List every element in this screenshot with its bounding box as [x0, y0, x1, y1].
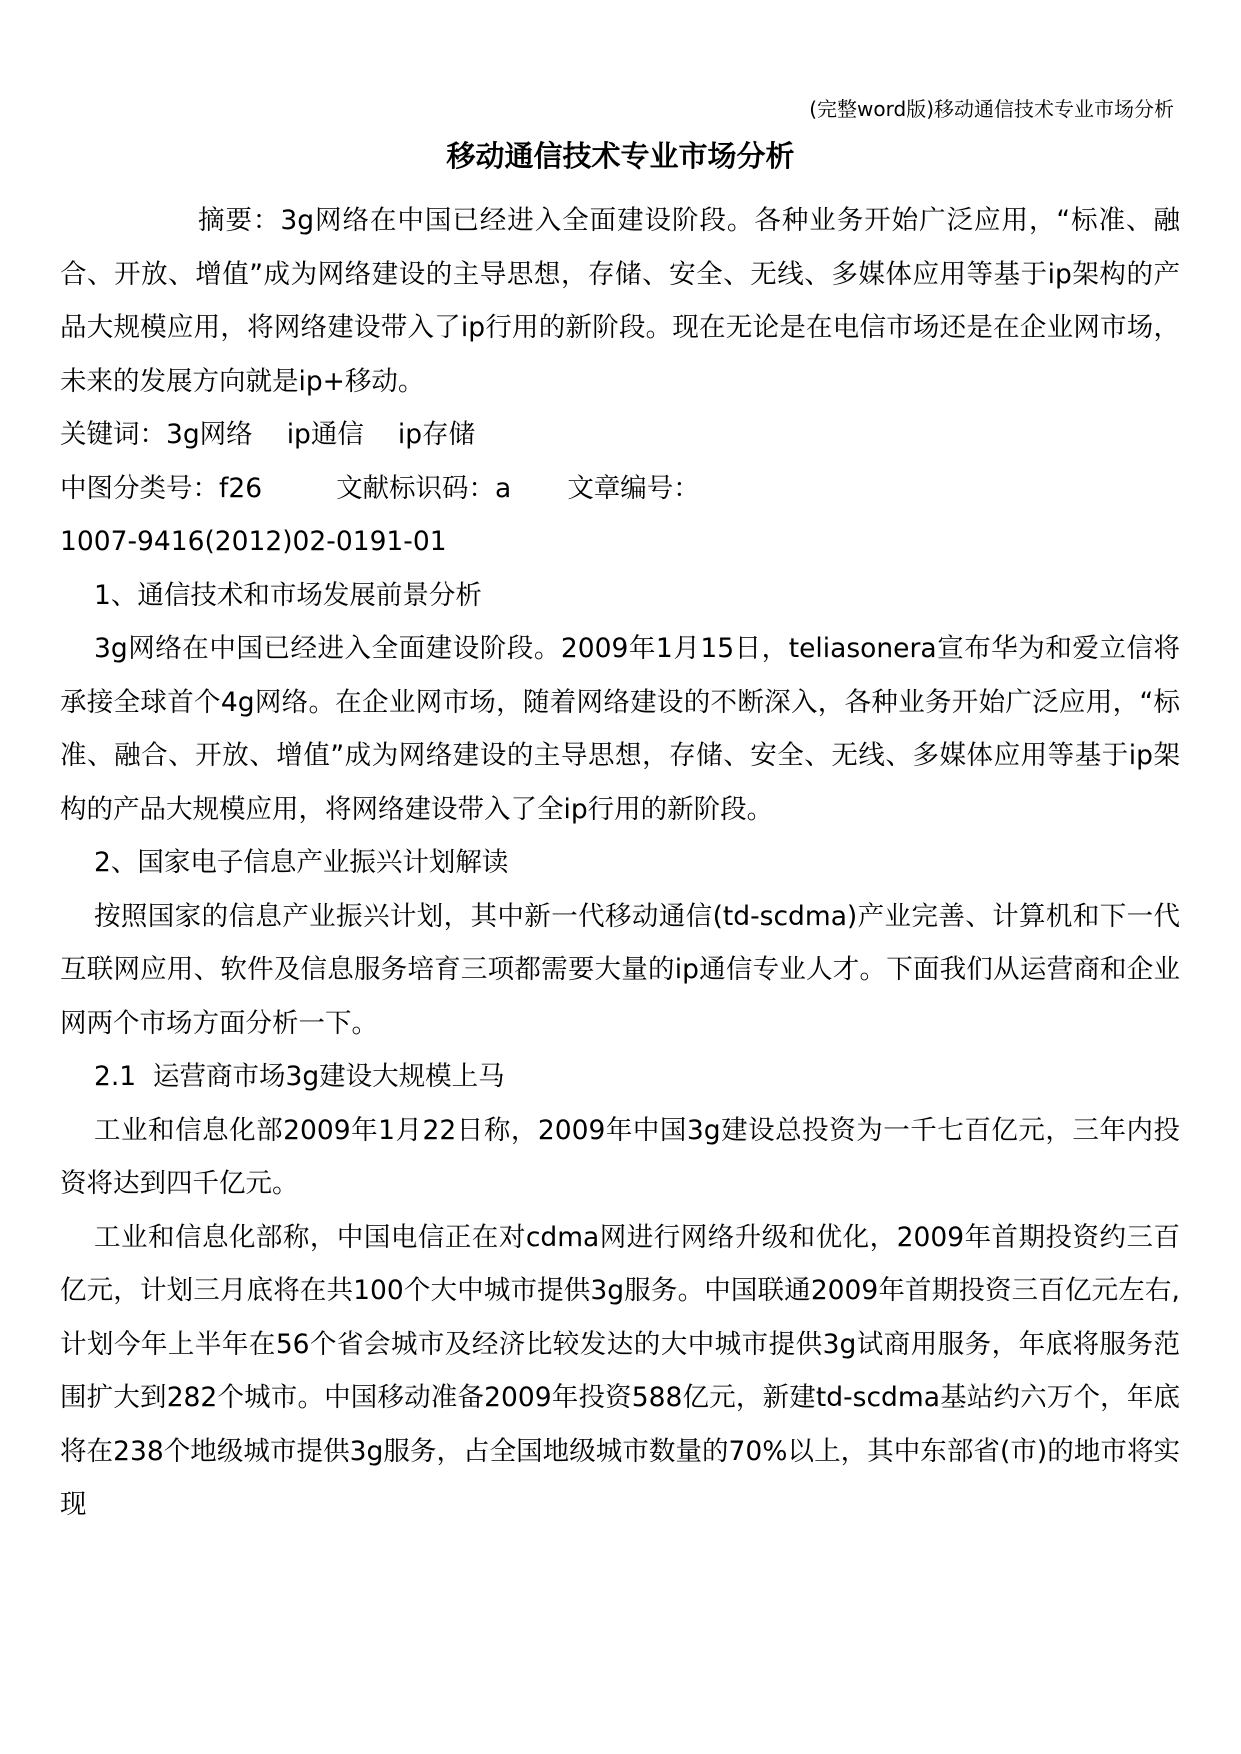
- keyword-item: ip通信: [286, 419, 364, 450]
- running-header: (完整word版)移动通信技术专业市场分析: [809, 97, 1174, 121]
- keyword-item: ip存储: [397, 419, 476, 450]
- page-title: 移动通信技术专业市场分析: [446, 139, 795, 173]
- article-number-label: 文章编号：: [567, 472, 700, 504]
- document-body: [60, 194, 1180, 1532]
- article-number: 1007-9416(2012)02-0191-01: [60, 526, 447, 557]
- section-heading: 1、通信技术和市场发展前景分析: [94, 579, 482, 611]
- classification-line: [60, 462, 1180, 516]
- body-paragraph: 工业和信息化部2009年1月22日称，2009年中国3g建设总投资为一千七百亿元，三年内投资将达到四千亿元。: [60, 1114, 1180, 1199]
- body-paragraph: 3g网络在中国已经进入全面建设阶段。2009年1月15日，teliasonera宣布华为和爱立信将承接全球首个4g网络。在企业网市场，随着网络建设的不断深入，各种业务开始广泛应用，“标准、融合、开放、增值”成为网络建设的主导思想，存储、安全、无线、多媒体应用等基于ip架构的产品大规模应用，将网络建设带入了全ip行用的新阶段。: [60, 633, 1180, 825]
- subsection-heading: 2.1 运营商市场3g建设大规模上马: [94, 1061, 505, 1092]
- keywords-line: [60, 408, 1180, 462]
- keywords-label: 关键词：3g网络: [60, 419, 253, 450]
- section-heading: 2、国家电子信息产业振兴计划解读: [94, 847, 509, 878]
- doc-code: 文献标识码：a: [336, 472, 512, 504]
- abstract-paragraph: 摘要：3g网络在中国已经进入全面建设阶段。各种业务开始广泛应用，“标准、融合、开放、增值”成为网络建设的主导思想，存储、安全、无线、多媒体应用等基于ip架构的产品大规模应用，将网络建设带入了ip行用的新阶段。现在无论是在电信市场还是在企业网市场，未来的发展方向就是ip+移动。: [60, 205, 1180, 397]
- clc-number: 中图分类号：f26: [60, 472, 263, 504]
- body-paragraph: 工业和信息化部称，中国电信正在对cdma网进行网络升级和优化，2009年首期投资约三百亿元，计划三月底将在共100个大中城市提供3g服务。中国联通2009年首期投资三百亿元左右,计划今年上半年在56个省会城市及经济比较发达的大中城市提供3g试商用服务，年底将服务范围扩大到282个城市。中国移动准备2009年投资588亿元，新建td-scdma基站约六万个，年底将在238个地级城市提供3g服务，占全国地级城市数量的70%以上，其中东部省(市)的地市将实现: [60, 1221, 1180, 1520]
- body-paragraph: 按照国家的信息产业振兴计划，其中新一代移动通信(td-scdma)产业完善、计算机和下一代互联网应用、软件及信息服务培育三项都需要大量的ip通信专业人才。下面我们从运营商和企业网两个市场方面分析一下。: [60, 900, 1180, 1039]
